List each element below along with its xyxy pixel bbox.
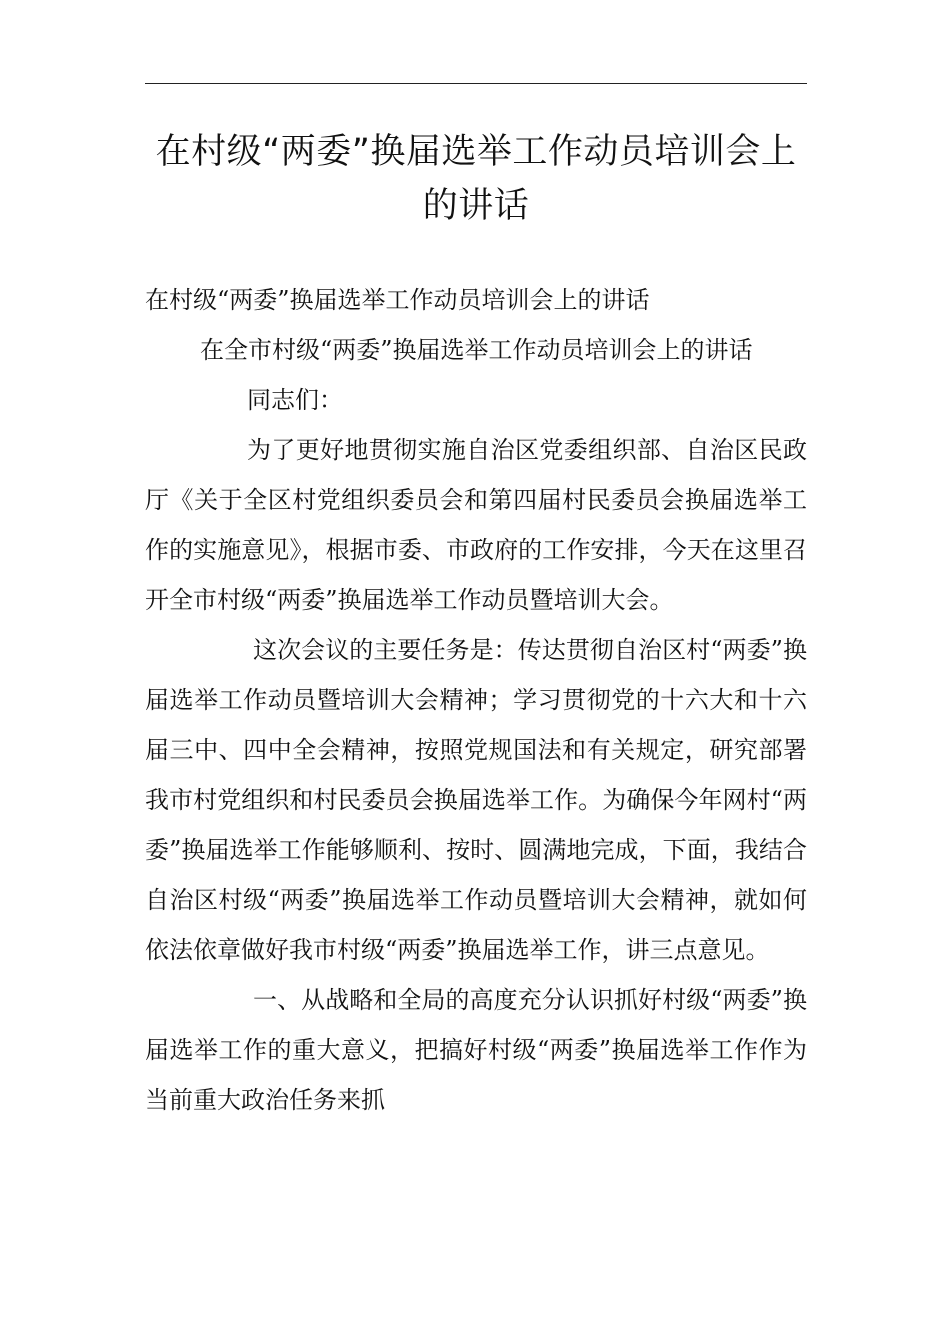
- speech-heading: 在全市村级“两委”换届选举工作动员培训会上的讲话: [200, 336, 753, 364]
- document-page: [145, 0, 807, 1344]
- document-title: 在村级“两委”换届选举工作动员培训会上的讲话: [155, 132, 797, 226]
- salutation: 同志们：: [247, 386, 343, 414]
- repeated-title-line: 在村级“两委”换届选举工作动员培训会上的讲话: [145, 286, 650, 314]
- paragraph-intro: 为了更好地贯彻实施自治区党委组织部、自治区民政厅《关于全区村党组织委员会和第四届村民委员会换届选举工作的实施意见》，根据市委、市政府的工作安排，今天在这里召开全市村级“两委”换届选举工作动员暨培训大会。: [145, 436, 807, 614]
- top-divider: [145, 83, 807, 84]
- document-body: [145, 275, 807, 1125]
- paragraph-tasks: 这次会议的主要任务是：传达贯彻自治区村“两委”换届选举工作动员暨培训大会精神；学习贯彻党的十六大和十六届三中、四中全会精神，按照党规国法和有关规定，研究部署我市村党组织和村民委员会换届选举工作。为确保今年网村“两委”换届选举工作能够顺利、按时、圆满地完成，下面，我结合自治区村级“两委”换届选举工作动员暨培训大会精神，就如何依法依章做好我市村级“两委”换届选举工作，讲三点意见。: [145, 636, 807, 964]
- paragraph-section-one: 一、从战略和全局的高度充分认识抓好村级“两委”换届选举工作的重大意义，把搞好村级“两委”换届选举工作作为当前重大政治任务来抓: [145, 986, 807, 1114]
